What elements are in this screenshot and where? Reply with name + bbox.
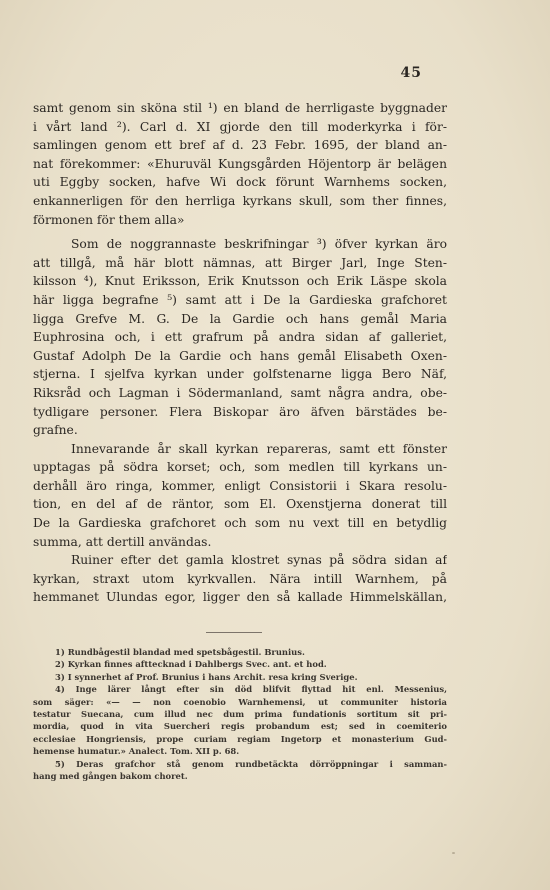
text-line: derhåll äro ringa, kommer, enligt Consistorii i Skara resolu- <box>33 478 447 493</box>
text-line: ligga Grefve M. G. De la Gardie och hans gemål Maria <box>33 311 447 326</box>
text-line: Euphrosina och, i ett grafrum på andra sidan af galleriet, <box>33 330 447 345</box>
text-line: grafne. <box>33 423 78 438</box>
text-line: här ligga begrafne ⁵) samt att i De la Gardieska grafchoret <box>33 292 447 307</box>
footnote-4-line: ecclesiae Hongriensis, prope curiam regiam Ingetorp et monasterium Gud- <box>33 733 447 744</box>
footnote-4: 4) Inge lärer långt efter sin död blifvit flyttad hit enl. Messenius, <box>55 684 447 695</box>
text-line: Gustaf Adolph De la Gardie och hans gemål Elisabeth Oxen- <box>33 348 447 363</box>
footnote-4-line: mordia, quod in vita Suercheri regis probandum est; sed in coemiterio <box>33 721 447 732</box>
text-line: kyrkan, straxt utom kyrkvallen. Nära intill Warnhem, på <box>33 571 447 586</box>
paragraph-3 <box>33 440 447 552</box>
text-line: samlingen genom ett bref af d. 23 Febr. 1695, der bland an- <box>33 138 447 153</box>
text-line: tydligare personer. Flera Biskopar äro äfven bärstädes be- <box>33 404 447 419</box>
footnote-1: 1) Rundbågestil blandad med spetsbågestil. Brunius. <box>55 647 305 657</box>
text-line: stjerna. I sjelfva kyrkan under golfstenarne ligga Bero Näf, <box>33 367 447 382</box>
footnotes <box>33 646 447 782</box>
footnote-4-line: hemense humatur.» Analect. Tom. XII p. 68. <box>33 746 240 757</box>
text-line: Innevarande år skall kyrkan repareras, samt ett fönster <box>71 441 447 456</box>
text-line: förmonen för them alla» <box>33 212 185 227</box>
text-line: samt genom sin sköna stil ¹) en bland de herrligaste byggnader <box>33 101 447 115</box>
text-line: tion, en del af de räntor, som El. Oxenstjerna donerat till <box>33 497 447 512</box>
footnote-divider <box>206 632 262 633</box>
paper-speck <box>452 852 455 854</box>
text-line: Ruiner efter det gamla klostret synas på södra sidan af <box>71 553 447 568</box>
text-line: nat förekommer: «Ehuruväl Kungsgården Höjentorp är belägen <box>33 156 447 171</box>
text-line: Riksråd och Lagman i Södermanland, samt några andra, obe- <box>33 385 447 400</box>
text-line: att tillgå, må här blott nämnas, att Birger Jarl, Inge Sten- <box>33 255 447 270</box>
text-line: i vårt land ²). Carl d. XI gjorde den till moderkyrka i för- <box>33 119 447 134</box>
footnote-5-line: hang med gången bakom choret. <box>33 770 188 781</box>
text-line: hemmanet Ulundas egor, ligger den så kallade Himmelskällan, <box>33 590 447 605</box>
text-line: enkannerligen för den herrliga kyrkans skull, som ther finnes, <box>33 193 447 208</box>
text-line: uti Eggby socken, hafve Wi dock förunt Warnhems socken, <box>33 175 447 190</box>
text-line: Som de noggrannaste beskrifningar ³) öfver kyrkan äro <box>71 237 447 252</box>
paragraph-4 <box>33 551 447 607</box>
text-line: kilsson ⁴), Knut Eriksson, Erik Knutsson och Erik Läspe skola <box>33 274 447 289</box>
paragraph-1 <box>33 99 447 229</box>
page-number: 45 <box>400 65 422 81</box>
footnote-4-line: som säger: «— — non coenobio Warnhemensi, ut communiter historia <box>33 696 447 707</box>
text-line: upptagas på södra korset; och, som medlen till kyrkans un- <box>33 460 447 475</box>
footnote-4-line: testatur Suecana, cum illud nec dum prima fundationis sortitum sit pri- <box>33 708 447 719</box>
body-text <box>33 99 447 607</box>
footnote-2: 2) Kyrkan finnes afttecknad i Dahlbergs Svec. ant. et hod. <box>55 659 327 670</box>
text-line: summa, att dertill användas. <box>33 534 212 549</box>
text-line: De la Gardieska grafchoret och som nu vext till en betydlig <box>33 516 447 531</box>
paragraph-2 <box>33 235 447 440</box>
footnote-5: 5) Deras grafchor stå genom rundbetäckta dörröppningar i samman- <box>55 758 447 769</box>
footnote-3: 3) I synnerhet af Prof. Brunius i hans Archit. resa kring Sverige. <box>55 671 358 682</box>
